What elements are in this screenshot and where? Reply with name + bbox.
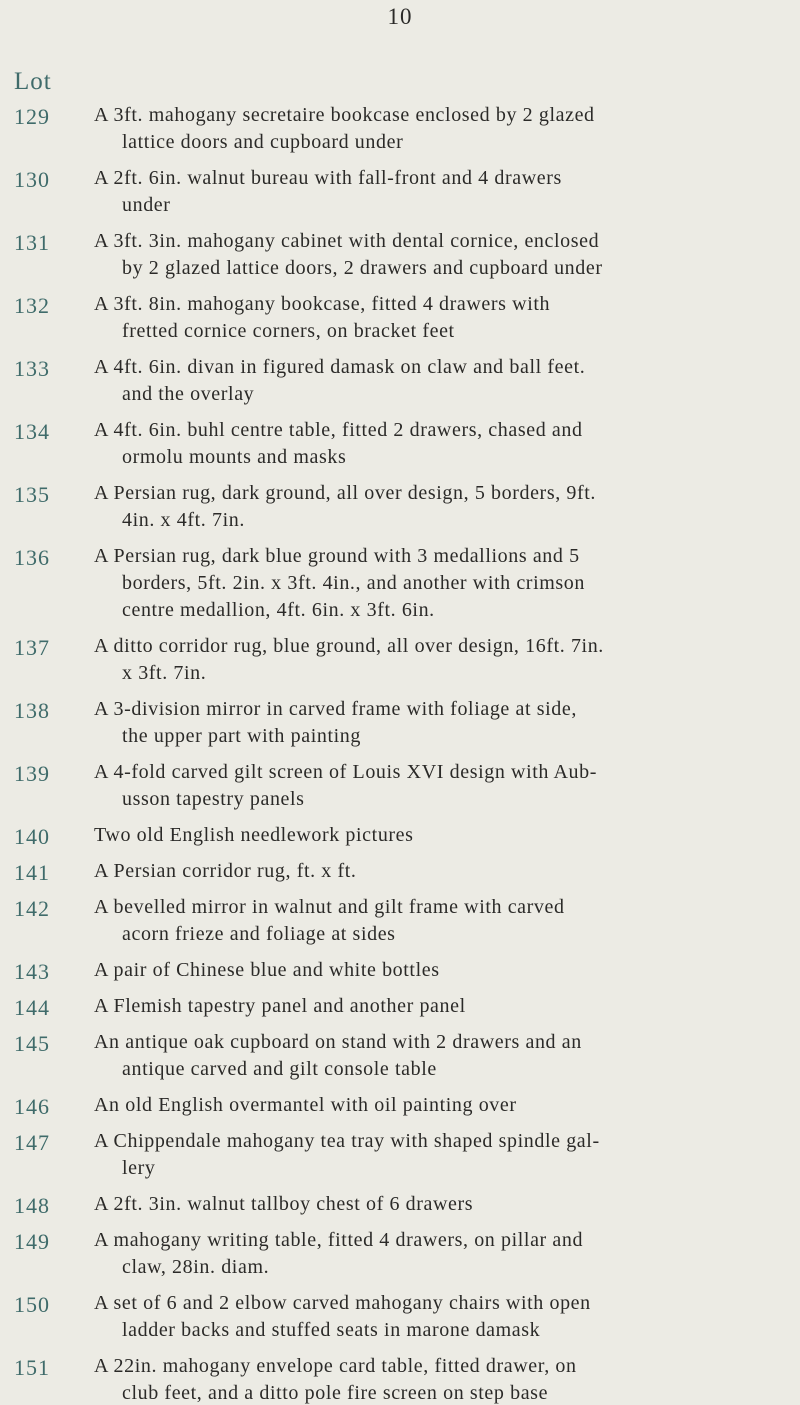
lot-number: 132 xyxy=(14,293,50,318)
lot-description-line: the upper part with painting xyxy=(122,725,361,747)
page-number: 10 xyxy=(387,4,413,29)
lot-description-line: A 3-division mirror in carved frame with foliage at side, xyxy=(94,698,577,720)
lot-description-line: and the overlay xyxy=(122,383,255,405)
lot-description-line: A 3ft. 8in. mahogany bookcase, fitted 4 drawers with xyxy=(94,293,551,315)
lot-number: 149 xyxy=(14,1229,50,1254)
lot-number: 134 xyxy=(14,419,50,444)
lot-number: 147 xyxy=(14,1130,50,1155)
lot-number: 142 xyxy=(14,896,50,921)
lot-description-line: usson tapestry panels xyxy=(122,788,305,810)
lot-description-line: A 3ft. mahogany secretaire bookcase enclosed by 2 glazed xyxy=(94,104,595,126)
lot-description-line: An antique oak cupboard on stand with 2 drawers and an xyxy=(94,1031,582,1053)
lot-number: 146 xyxy=(14,1094,50,1119)
lot-description-line: A set of 6 and 2 elbow carved mahogany chairs with open xyxy=(94,1292,591,1314)
lot-description-line: A Persian rug, dark blue ground with 3 medallions and 5 xyxy=(94,545,580,567)
lot-description-line: lattice doors and cupboard under xyxy=(122,131,404,153)
lot-description-line: A 2ft. 3in. walnut tallboy chest of 6 drawers xyxy=(94,1193,474,1215)
lot-number: 143 xyxy=(14,959,50,984)
lot-description-line: A Persian corridor rug, ft. x ft. xyxy=(94,860,357,882)
lot-description-line: An old English overmantel with oil painting over xyxy=(94,1094,517,1116)
lot-description-line: fretted cornice corners, on bracket feet xyxy=(122,320,455,342)
lot-description-line: A 3ft. 3in. mahogany cabinet with dental cornice, enclosed xyxy=(94,230,600,252)
lot-description-line: club feet, and a ditto pole fire screen on step base xyxy=(122,1382,549,1404)
lot-description-line: A mahogany writing table, fitted 4 drawers, on pillar and xyxy=(94,1229,584,1251)
lot-number: 133 xyxy=(14,356,50,381)
lot-description-line: claw, 28in. diam. xyxy=(122,1256,270,1278)
lot-description-line: ormolu mounts and masks xyxy=(122,446,347,468)
lot-description-line: A 4ft. 6in. divan in figured damask on claw and ball feet. xyxy=(94,356,586,378)
lot-number: 145 xyxy=(14,1031,50,1056)
lot-number: 138 xyxy=(14,698,50,723)
lot-number: 141 xyxy=(14,860,50,885)
lot-number: 131 xyxy=(14,230,50,255)
lot-description-line: A 22in. mahogany envelope card table, fitted drawer, on xyxy=(94,1355,577,1377)
lot-number: 144 xyxy=(14,995,50,1020)
lot-number: 137 xyxy=(14,635,50,660)
lot-number: 139 xyxy=(14,761,50,786)
lot-description-line: Two old English needlework pictures xyxy=(94,824,414,846)
lot-number: 140 xyxy=(14,824,50,849)
lot-description-line: A bevelled mirror in walnut and gilt frame with carved xyxy=(94,896,565,918)
lot-description-line: A 2ft. 6in. walnut bureau with fall-front and 4 drawers xyxy=(94,167,562,189)
lot-number: 136 xyxy=(14,545,50,570)
lot-description-line: antique carved and gilt console table xyxy=(122,1058,437,1080)
lot-description-line: A ditto corridor rug, blue ground, all over design, 16ft. 7in. xyxy=(94,635,604,657)
lot-description-line: by 2 glazed lattice doors, 2 drawers and cupboard under xyxy=(122,257,603,279)
lot-description-line: A pair of Chinese blue and white bottles xyxy=(94,959,440,981)
lot-description-line: 4in. x 4ft. 7in. xyxy=(122,509,245,531)
lot-description-line: A Flemish tapestry panel and another panel xyxy=(94,995,466,1017)
lot-description-line: x 3ft. 7in. xyxy=(122,662,207,684)
lot-column-header: Lot xyxy=(14,68,52,95)
lot-number: 130 xyxy=(14,167,50,192)
lot-description-line: borders, 5ft. 2in. x 3ft. 4in., and another with crimson xyxy=(122,572,585,594)
lot-description-line: under xyxy=(122,194,171,216)
lot-description-line: lery xyxy=(122,1157,156,1179)
lot-description-line: A 4-fold carved gilt screen of Louis XVI design with Aub- xyxy=(94,761,597,783)
lot-number: 129 xyxy=(14,104,50,129)
lot-number: 151 xyxy=(14,1355,50,1380)
lot-number: 148 xyxy=(14,1193,50,1218)
lot-description-line: A Persian rug, dark ground, all over design, 5 borders, 9ft. xyxy=(94,482,597,504)
lot-number: 150 xyxy=(14,1292,50,1317)
lot-number: 135 xyxy=(14,482,50,507)
lot-description-line: acorn frieze and foliage at sides xyxy=(122,923,396,945)
lot-description-line: ladder backs and stuffed seats in marone damask xyxy=(122,1319,541,1341)
lot-description-line: A 4ft. 6in. buhl centre table, fitted 2 drawers, chased and xyxy=(94,419,583,441)
lot-description-line: A Chippendale mahogany tea tray with shaped spindle gal- xyxy=(94,1130,600,1152)
lot-description-line: centre medallion, 4ft. 6in. x 3ft. 6in. xyxy=(122,599,435,621)
